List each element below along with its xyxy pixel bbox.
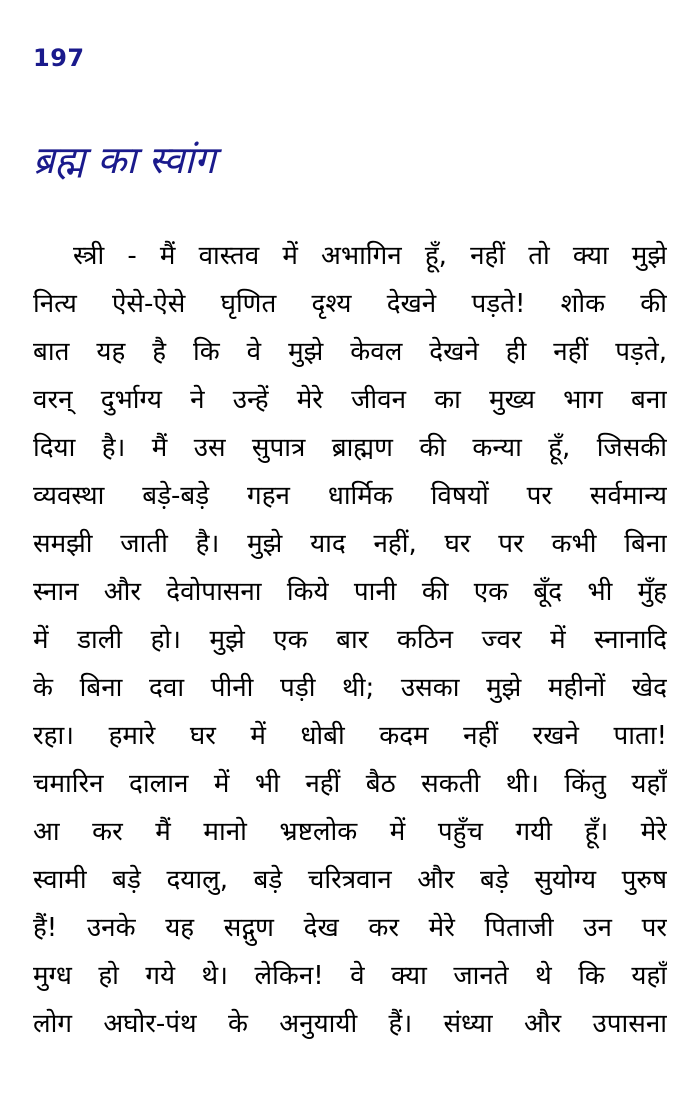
text-line: नित्य ऐसे-ऐसे घृणित दृश्य देखने पड़ते! शोक की: [33, 289, 667, 319]
text-line: के बिना दवा पीनी पड़ी थी; उसका मुझे महीनों खेद: [33, 673, 667, 703]
text-line: में डाली हो। मुझे एक बार कठिन ज्वर में स्नानादि: [33, 625, 667, 655]
text-line: हैं! उनके यह सद्गुण देख कर मेरे पिताजी उन पर: [33, 913, 667, 943]
text-line: दिया है। मैं उस सुपात्र ब्राह्मण की कन्या हूँ, जिसकी: [33, 433, 667, 463]
chapter-title: ब्रह्म का स्वांग: [33, 138, 216, 182]
text-line: स्त्री - मैं वास्तव में अभागिन हूँ, नहीं तो क्या मुझे: [73, 241, 667, 271]
text-line: चमारिन दालान में भी नहीं बैठ सकती थी। किंतु यहाँ: [33, 769, 667, 799]
text-line: स्नान और देवोपासना किये पानी की एक बूँद भी मुँह: [33, 577, 667, 607]
page-number: 197: [33, 44, 85, 72]
text-line: बात यह है कि वे मुझे केवल देखने ही नहीं पड़ते,: [33, 337, 667, 367]
text-line: रहा। हमारे घर में धोबी कदम नहीं रखने पाता!: [33, 721, 667, 751]
body-text: [33, 232, 667, 1048]
text-line: आ कर मैं मानो भ्रष्टलोक में पहुँच गयी हूँ। मेरे: [33, 817, 667, 847]
text-line: व्यवस्था बड़े-बड़े गहन धार्मिक विषयों पर सर्वमान्य: [33, 481, 667, 511]
text-line: मुग्ध हो गये थे। लेकिन! वे क्या जानते थे कि यहाँ: [33, 961, 667, 991]
text-line: लोग अघोर-पंथ के अनुयायी हैं। संध्या और उपासना: [33, 1009, 667, 1039]
text-line: समझी जाती है। मुझे याद नहीं, घर पर कभी बिना: [33, 529, 667, 559]
text-line: वरन् दुर्भाग्य ने उन्हें मेरे जीवन का मुख्य भाग बना: [33, 385, 667, 415]
text-line: स्वामी बड़े दयालु, बड़े चरित्रवान और बड़े सुयोग्य पुरुष: [33, 865, 667, 895]
